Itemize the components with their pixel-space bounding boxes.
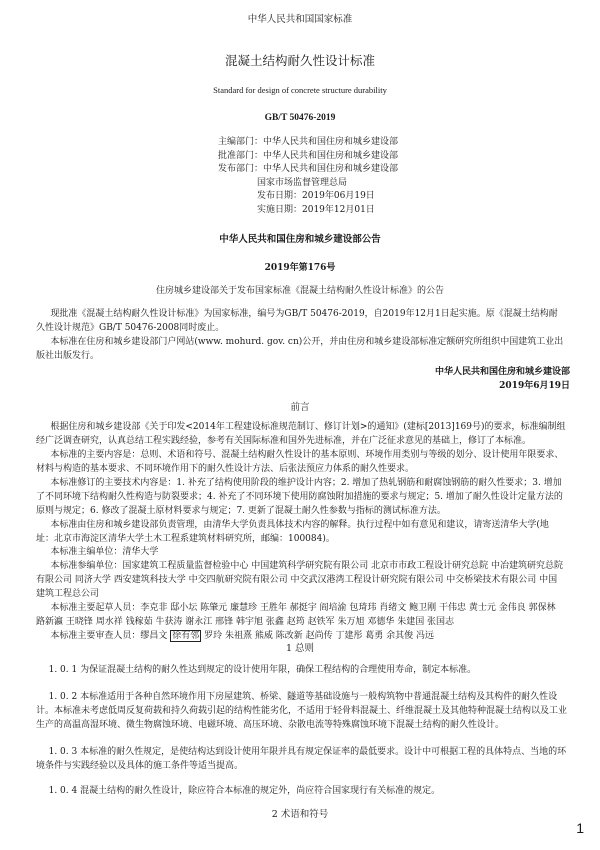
announcement-signature xyxy=(435,366,570,394)
clause-text: 1. 0. 2 本标准适用于各种自然环境作用下房屋建筑、桥梁、隧道等基础设施与一般构筑物中普通混凝土结构及其构件的耐久性设计。本标准未考虑低周反复荷载和持久荷载引起的结构性能劣化，不适用于轻骨料混凝土、纤维混凝土及其他特种混凝土结构以及工业生产的高温高湿环境、微生物腐蚀环境、电磁环境、高压环境、杂散电流等特殊腐蚀环境下混凝土结构的耐久性设计。 xyxy=(36,692,568,730)
meta-effective-date: 实施日期：2019年12月01日 xyxy=(257,204,375,215)
clause-1-0-1 xyxy=(36,664,571,678)
reviewer-highlight-box: 徐有邻 xyxy=(172,631,200,642)
clause-1-0-3 xyxy=(36,746,571,774)
announcement-paragraph: 现批准《混凝土结构耐久性设计标准》为国家标准，编号为GB/T 50476-2019，自2019年12月1日起实施。原《混凝土结构耐久性设计规范》GB/T 50476-2008同时废止。 xyxy=(36,309,558,333)
reviewers-prefix: 本标准主要审查人员：缪昌文 xyxy=(50,631,171,642)
chapter-2-heading: 2 术语和符号 xyxy=(271,809,329,820)
page-number: 1 xyxy=(576,820,584,836)
clause-text: 1. 0. 1 为保证混凝土结构的耐久性达到规定的设计使用年限，确保工程结构的合理使用寿命，制定本标准。 xyxy=(48,665,477,675)
foreword-body xyxy=(36,421,566,644)
foreword-paragraph: 本标准由住房和城乡建设部负责管理，由清华大学负责具体技术内容的解释。执行过程中如有意见和建议，请寄送清华大学(地址：北京市海淀区清华大学土木工程系建筑材料研究所，邮编：100084)。 xyxy=(36,519,549,544)
foreword-paragraph: 根据住房和城乡建设部《关于印发<2014年工程建设标准规范制订、修订计划>的通知》(建标[2013]169号)的要求，标准编制组经广泛调查研究，认真总结工程实践经验，参考有关国际标准和国外先进标准，并在广泛征求意见的基础上，修订了本标准。 xyxy=(36,422,566,446)
chapter-1-heading: 1 总则 xyxy=(285,643,315,654)
foreword-paragraph: 本标准主编单位：清华大学 xyxy=(50,547,159,558)
signature-date: 2019年6月19日 xyxy=(499,380,570,391)
foreword-paragraph: 本标准的主要内容是：总则、术语和符号、混凝土结构耐久性设计的基本原则、环境作用类别与等级的划分、设计使用年限要求、材料与构造的基本要求、不同环境作用下的耐久性设计方法、后张法预应力体系的耐久性要求。 xyxy=(36,449,564,474)
standard-title: 混凝土结构耐久性设计标准 xyxy=(224,53,375,68)
signature-org: 中华人民共和国住房和城乡建设部 xyxy=(434,367,570,377)
meta-publisher-2: 国家市场监督管理总局 xyxy=(257,177,348,188)
foreword-paragraph: 本标准参编单位：国家建筑工程质量监督检验中心 中国建筑科学研究院有限公司 北京市市政工程设计研究总院 中冶建筑研究总院有限公司 同济大学 西安建筑科技大学 中交四航研究院有限公司 中交武汉港湾工程设计研究院有限公司 中交桥梁技术有限公司 中国建筑工程总公司 xyxy=(36,561,563,600)
clause-1-0-2 xyxy=(36,691,571,733)
announcement-subtitle: 住房城乡建设部关于发布国家标准《混凝土结构耐久性设计标准》的公告 xyxy=(155,286,444,296)
announcement-body xyxy=(36,308,566,364)
meta-release-date: 发布日期：2019年06月19日 xyxy=(257,191,375,201)
national-standard-label: 中华人民共和国国家标准 xyxy=(247,14,353,25)
announcement-paragraph: 本标准在住房和城乡建设部门户网站(www. mohurd. gov. cn)公开，并由住房和城乡建设部标准定额研究所组织中国建筑工业出版社出版发行。 xyxy=(36,336,564,361)
publication-meta xyxy=(218,136,398,217)
announcement-heading: 中华人民共和国住房和城乡建设部公告 xyxy=(219,234,381,245)
foreword-paragraph: 本标准主要起草人员：李克非 邸小坛 陈肇元 廉慧珍 王胜年 郝挺宇 阎培渝 包琦玮 肖绪文 鲍卫刚 干伟忠 黄士元 金伟良 郭保林 路新瀛 王晓锋 周水祥 钱稼茹 牛获涛 谢永江 邢锋 韩宇旭 张鑫 赵筠 赵铁军 朱万旭 邓德华 朱建国 张国志 xyxy=(36,603,556,628)
standard-code: GB/T 50476-2019 xyxy=(264,113,336,123)
foreword-paragraph: 本标准修订的主要技术内容是：1. 补充了结构使用阶段的维护设计内容；2. 增加了热轧钢筋和耐腐蚀钢筋的耐久性要求；3. 增加了不同环境下结构耐久性构造与防裂要求；4. 补充了不同环境下使用防腐蚀附加措施的要求与规定；5. 增加了耐久性设计定量方法的原则与规定；6. 修改了混凝土原材料要求与规定；7. 更新了混凝土耐久性参数与指标的测试标准方法。 xyxy=(36,477,563,516)
meta-publisher: 发布部门：中华人民共和国住房和城乡建设部 xyxy=(218,164,399,174)
meta-approver: 批准部门：中华人民共和国住房和城乡建设部 xyxy=(218,150,399,161)
clause-text: 1. 0. 3 本标准的耐久性规定，是使结构达到设计使用年限并具有规定保证率的最低要求。设计中可根据工程的具体特点、当地的环境条件与实践经验以及具体的施工条件等适当提高。 xyxy=(36,747,567,771)
foreword-heading: 前言 xyxy=(290,402,310,413)
clause-1-0-4 xyxy=(36,785,571,799)
announcement-number: 2019年第176号 xyxy=(264,263,336,273)
reviewers-suffix: 罗玲 朱祖熹 熊威 陈改新 赵尚传 丁建彤 葛勇 余其俊 冯远 xyxy=(201,631,435,642)
meta-editor: 主编部门：中华人民共和国住房和城乡建设部 xyxy=(218,137,399,147)
standard-title-english: Standard for design of concrete structure durability xyxy=(213,85,387,95)
clause-text: 1. 0. 4 混凝土结构的耐久性设计，除应符合本标准的规定外，尚应符合国家现行有关标准的规定。 xyxy=(48,786,441,796)
